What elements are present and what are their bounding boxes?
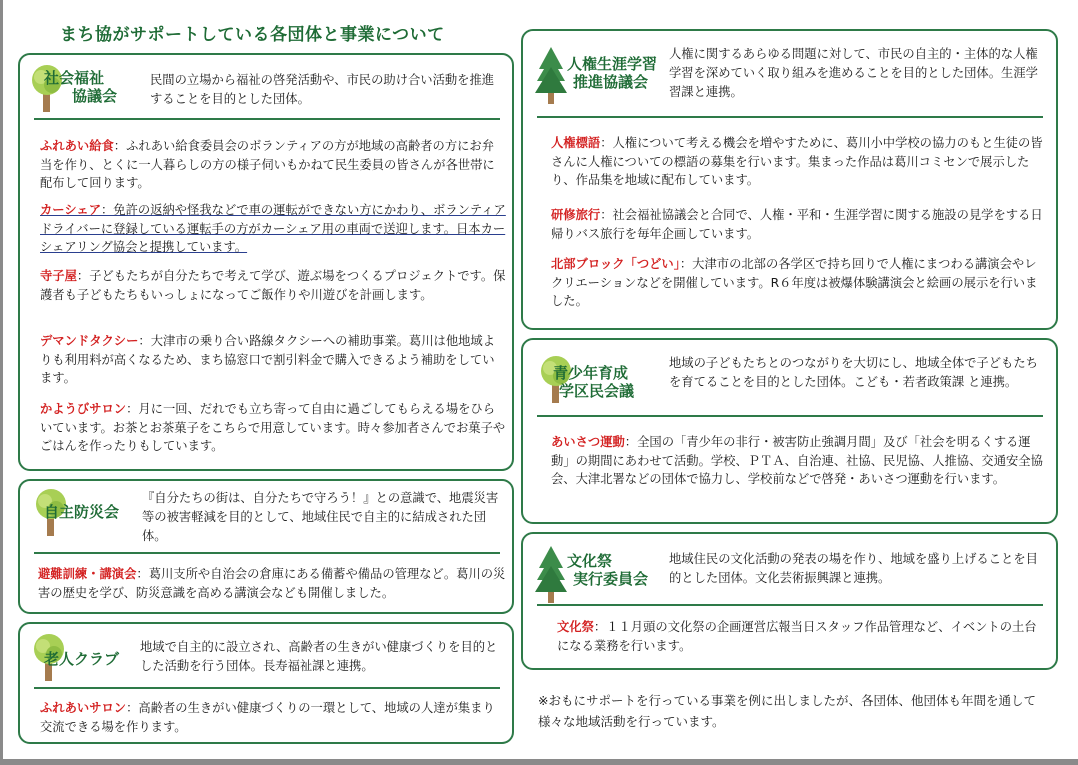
org-name-line1: 社会福祉 [44,69,105,87]
pine-tree-icon [535,45,567,105]
project-item [40,201,506,257]
project-item [557,618,1047,655]
org-desc: 民間の立場から福祉の啓発活動や、市民の助け合い活動を推進することを目的とした団体。 [150,73,495,106]
org-desc: 地域の子どもたちとのつながりを大切にし、地域全体で子どもたちを育てることを目的とした団体。こども・若者政策課 と連携。 [669,356,1038,389]
org-name-line1: 文化祭 [567,552,613,570]
org-desc: 『自分たちの街は、自分たちで守ろう！』との意識で、地震災害等の被害軽減を目的として、地域住民で自主的に結成された団体。 [142,491,499,543]
separator-line [34,687,500,689]
project-text: ：月に一回、だれでも立ち寄って自由に過ごしてもらえる場をひらいています。お茶とお茶菓子をこちらで用意しています。時々参加者さんでお菓子やごはんを作ったりもしています。 [40,402,506,454]
project-item [40,332,506,388]
project-text: ：高齢者の生きがい健康づくりの一環として、地域の人達が集まり交流できる場を作ります。 [40,701,495,734]
project-item [551,134,1047,190]
project-item [551,206,1047,243]
org-name-jishu-bousai: 自主防災会 [44,503,120,521]
org-name-line2: 実行委員会 [573,570,649,588]
project-item [38,565,508,602]
org-name-bunkasai [559,552,648,588]
separator-line [537,604,1043,606]
card-seishounen [521,338,1058,524]
project-label: 人権標語 [551,136,601,150]
page-border-bottom [0,759,1078,765]
project-label: あいさつ運動 [551,435,625,449]
org-name-jinken-gakushu [567,55,657,91]
separator-line [537,116,1043,118]
org-name-line1: 青少年育成 [553,364,629,382]
project-label: 研修旅行 [551,208,601,222]
org-name-line1: 人権生涯学習 [567,55,658,73]
card-bunkasai [521,532,1058,670]
project-text: ：免許の返納や怪我などで車の運転ができない方にかわり、ボランティアドライバーに登録している運転手の方がカーシェア用の車両で送迎します。日本カーシェアリング協会と提携しています。 [40,203,506,255]
project-label: 避難訓練・講演会 [38,567,137,581]
project-item [40,400,506,456]
project-label: ふれあい給食 [40,139,114,153]
project-label: カーシェア [40,203,101,217]
project-label: 北部ブロック「つどい」 [551,257,680,271]
project-item [40,699,506,736]
project-item [551,255,1047,311]
org-desc: 地域で自主的に設立され、高齢者の生きがい健康づくりを目的とした活動を行う団体。長寿福祉課と連携。 [140,640,498,673]
project-text: ：子どもたちが自分たちで考えて学び、遊ぶ場をつくるプロジェクトです。保護者も子どもたちもいっしょになってご飯作りや川遊びを計画します。 [40,269,506,302]
org-name-seishounen [553,364,634,400]
card-roujin-club [18,622,514,744]
project-text: ：社会福祉協議会と合同で、人権・平和・生涯学習に関する施設の見学をする日帰りバス旅行を毎年企画しています。 [551,208,1043,241]
org-desc: 地域住民の文化活動の発表の場を作り、地域を盛り上げることを目的とした団体。文化芸術振興課と連携。 [669,552,1038,585]
project-label: 寺子屋 [40,269,77,283]
project-text: ：大津市の乗り合い路線タクシーへの補助事業。葛川は他地域よりも利用料が高くなるため、まち協窓口で割引料金で購入できるよう補助をしています。 [40,334,496,386]
org-name-line2: 推進協議会 [573,73,649,91]
project-label: かようびサロン [40,402,127,416]
project-text: ：人権について考える機会を増やすために、葛川小中学校の協力のもと生徒の皆さんに人権についての標語の募集を行います。集まった作品は葛川コミセンで展示したり、作品集を地域に配布しています。 [551,136,1043,188]
project-label: デマンドタクシー [40,334,139,348]
org-name-line2: 協議会 [72,87,118,105]
project-text: ：１１月頭の文化祭の企画運営広報当日スタッフ作品管理など、イベントの土台になる業務を行います。 [557,620,1037,653]
project-text: ：葛川支所や自治会の倉庫にある備蓄や備品の管理など。葛川の災害の歴史を学び、防災意識を高める講演会なども開催しました。 [38,567,506,600]
separator-line [537,415,1043,417]
org-name-shakai-fukushi [44,69,117,105]
separator-line [34,552,500,554]
page-border-left [0,0,3,765]
separator-line [34,118,500,120]
org-name-line2: 学区民会議 [559,382,635,400]
project-text: ：ふれあい給食委員会のボランティアの方が地域の高齢者の方にお弁当を作り、とくに一人暮らしの方の様子伺いもかねて民生委員の皆さんが各世帯に配布して回ります。 [40,139,495,191]
page-title: まち協がサポートしている各団体と事業について [60,25,445,45]
org-desc: 人権に関するあらゆる問題に対して、市民の自主的・主体的な人権学習を深めていく取り組みを進めることを目的とした団体。生涯学習課と連携。 [669,47,1038,99]
project-item [551,433,1047,489]
footnote: ※おもにサポートを行っている事業を例に出しましたが、各団体、他団体も年間を通して様々な地域活動を行っています。 [538,693,1036,729]
card-shakai-fukushi [18,53,514,471]
project-text: ：全国の「青少年の非行・被害防止強調月間」及び「社会を明るくする運動」の期間にあわせて活動。学校、ＰＴＡ、自治連、社協、民児協、人推協、交通安全協会、大津北署などの団体で協力し、学校前などで啓発・あいさつ運動を行います。 [551,435,1043,487]
project-label: 文化祭 [557,620,594,634]
project-label: ふれあいサロン [40,701,127,715]
project-item [40,137,506,193]
card-jinken-gakushu [521,29,1058,330]
project-item [40,267,506,304]
card-jishu-bousai [18,479,514,614]
project-text: ：大津市の北部の各学区で持ち回りで人権にまつわる講演会やレクリエーションなどを開催しています。R６年度は被爆体験講演会と絵画の展示を行いました。 [551,257,1038,309]
org-name-roujin-club: 老人クラブ [44,650,120,668]
